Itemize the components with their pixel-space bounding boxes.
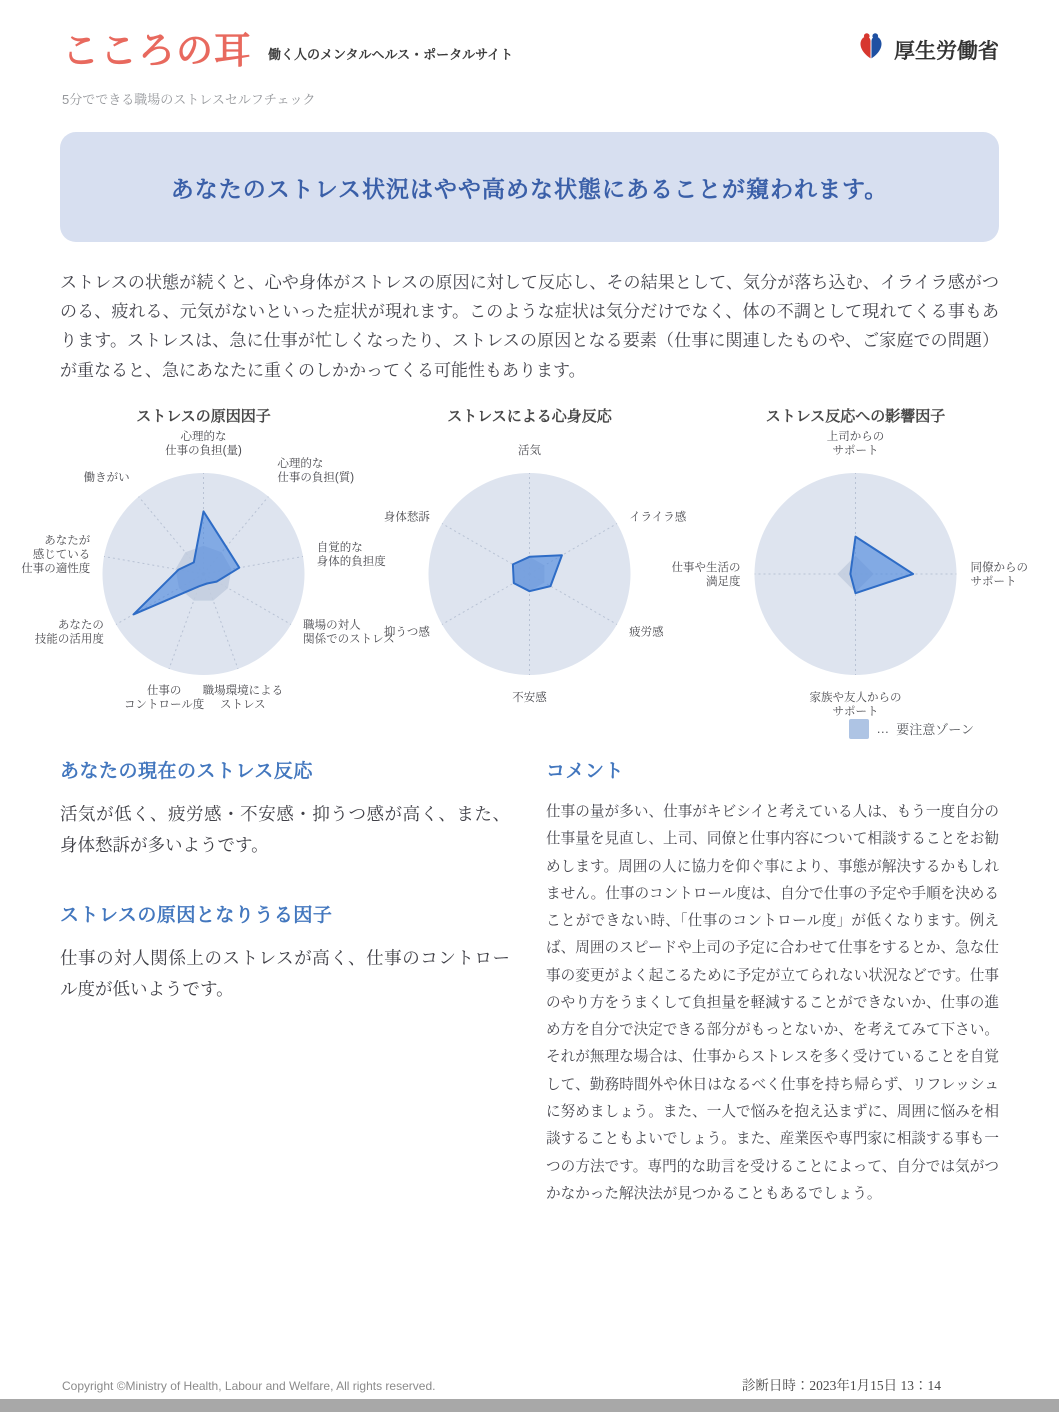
radar-plot-stress-causes <box>21 426 395 718</box>
scan-bottom-edge <box>0 1399 1059 1412</box>
copyright-text: Copyright ©Ministry of Health, Labour and Welfare, All rights reserved. <box>62 1379 436 1393</box>
svg-text:不安感: 不安感 <box>512 691 547 704</box>
radar-charts-row <box>21 405 1028 718</box>
svg-text:自覚的な身体的負担度: 自覚的な身体的負担度 <box>316 541 386 568</box>
diagnosis-datetime: 診断日時：2023年1月15日 13：14 <box>741 1378 941 1393</box>
site-logo: こころの耳 <box>62 30 252 71</box>
mhlw-logo-icon <box>854 30 888 69</box>
svg-text:仕事や生活の満足度: 仕事や生活の満足度 <box>671 561 741 588</box>
ministry-logo <box>854 30 999 69</box>
result-banner <box>60 132 999 242</box>
caution-zone-legend <box>0 718 974 740</box>
page-footer <box>62 1374 941 1394</box>
chart-title-stress-causes: ストレスの原因因子 <box>136 407 271 425</box>
svg-text:家族や友人からのサポート: 家族や友人からのサポート <box>809 691 902 718</box>
svg-text:あなたが感じている仕事の適性度: あなたが感じている仕事の適性度 <box>21 534 91 575</box>
radar-chart-stress-causes <box>21 405 395 718</box>
svg-text:上司からのサポート: 上司からのサポート <box>826 430 885 457</box>
svg-text:働きがい: 働きがい <box>83 471 130 484</box>
body-possible-stress-causes: 仕事の対人関係上のストレスが高く、仕事のコントロール度が低いようです。 <box>60 947 510 1000</box>
caution-zone-swatch <box>849 719 869 739</box>
radar-plot-mind-body-reactions <box>368 426 691 718</box>
page-header <box>0 0 1059 69</box>
svg-text:活気: 活気 <box>518 444 541 457</box>
svg-text:職場環境によるストレス: 職場環境によるストレス <box>202 685 284 712</box>
section-spacer <box>60 862 510 900</box>
heading-possible-stress-causes: ストレスの原因となりうる因子 <box>60 904 333 926</box>
intro-paragraph: ストレスの状態が続くと、心や身体がストレスの原因に対して反応し、その結果として、気分が落ち込む、イライラ感がつのる、疲れる、元気がないといった症状が現れます。このような症状は気分だけでなく、体の不調として現れてくる事もあります。ストレスは、急に仕事が忙しくなったり、ストレスの原因となる要素（仕事に関連したものや、ご家庭での問題）が重なると、急にあなたに重くのしかかってくる可能性もあります。 <box>60 273 999 380</box>
body-comment: 仕事の量が多い、仕事がキビシイと考えている人は、もう一度自分の仕事量を見直し、上司、同僚と仕事内容について相談することをお勧めします。周囲の人に協力を仰ぐ事により、事態が解決するかもしれません。仕事のコントロール度は、自分で仕事の予定や手順を決めることができない時、「仕事のコントロール度」が低くなります。例えば、周囲のスピードや上司の予定に合わせて仕事をするとか、急な仕事の変更がよく起こるために予定が立てられない状況などです。仕事のやり方をうまくして負担量を軽減することができないか、仕事の進め方を自分で決定できる部分がもっとないか、を考えてみて下さい。それが無理な場合は、仕事からストレスを多く受けていることを自覚して、勤務時間外や休日はなるべく仕事を持ち帰らず、リフレッシュに努めましょう。また、一人で悩みを抱え込まずに、周囲に悩みを相談することもよいでしょう。また、産業医や専門家に相談する事も一つの方法です。専門的な助言を受けることによって、自分では気がつかなかった解決法が見つかることもあるでしょう。 <box>546 803 999 1202</box>
result-banner-text: あなたのストレス状況はやや高めな状態にあることが窺われます。 <box>170 176 889 202</box>
svg-text:イライラ感: イライラ感 <box>629 511 687 524</box>
radar-plot-influence-factors <box>671 426 1028 718</box>
svg-text:抑うつ感: 抑うつ感 <box>383 626 430 639</box>
chart-title-mind-body-reactions: ストレスによる心身反応 <box>447 407 612 425</box>
heading-current-stress-reaction: あなたの現在のストレス反応 <box>60 760 313 782</box>
radar-chart-mind-body-reactions <box>368 405 691 718</box>
svg-text:仕事のコントロール度: 仕事のコントロール度 <box>124 685 205 712</box>
site-tagline: 働く人のメンタルヘルス・ポータルサイト <box>268 47 514 62</box>
svg-text:心理的な仕事の負担(量): 心理的な仕事の負担(量) <box>165 430 242 457</box>
svg-text:身体愁訴: 身体愁訴 <box>383 511 430 524</box>
ministry-name: 厚生労働省 <box>894 39 999 63</box>
radar-chart-influence-factors <box>671 405 1028 718</box>
svg-text:心理的な仕事の負担(質): 心理的な仕事の負担(質) <box>277 457 355 484</box>
caution-zone-label: 要注意ゾーン <box>896 722 974 738</box>
chart-title-influence-factors: ストレス反応への影響因子 <box>765 407 946 425</box>
site-brand <box>62 32 513 69</box>
svg-text:同僚からのサポート: 同僚からのサポート <box>970 561 1028 588</box>
breadcrumb: 5分でできる職場のストレスセルフチェック <box>62 92 316 107</box>
body-current-stress-reaction: 活気が低く、疲労感・不安感・抑うつ感が高く、また、身体愁訴が多いようです。 <box>60 803 510 856</box>
svg-text:職場の対人関係でのストレス: 職場の対人関係でのストレス <box>303 619 395 646</box>
legend-ellipsis: … <box>876 721 890 737</box>
summary-columns <box>60 756 999 1208</box>
heading-comment: コメント <box>546 760 625 782</box>
comment-column <box>546 756 999 1208</box>
svg-text:疲労感: 疲労感 <box>629 626 664 639</box>
svg-text:あなたの技能の活用度: あなたの技能の活用度 <box>34 619 104 646</box>
summary-left-column <box>60 756 510 1208</box>
